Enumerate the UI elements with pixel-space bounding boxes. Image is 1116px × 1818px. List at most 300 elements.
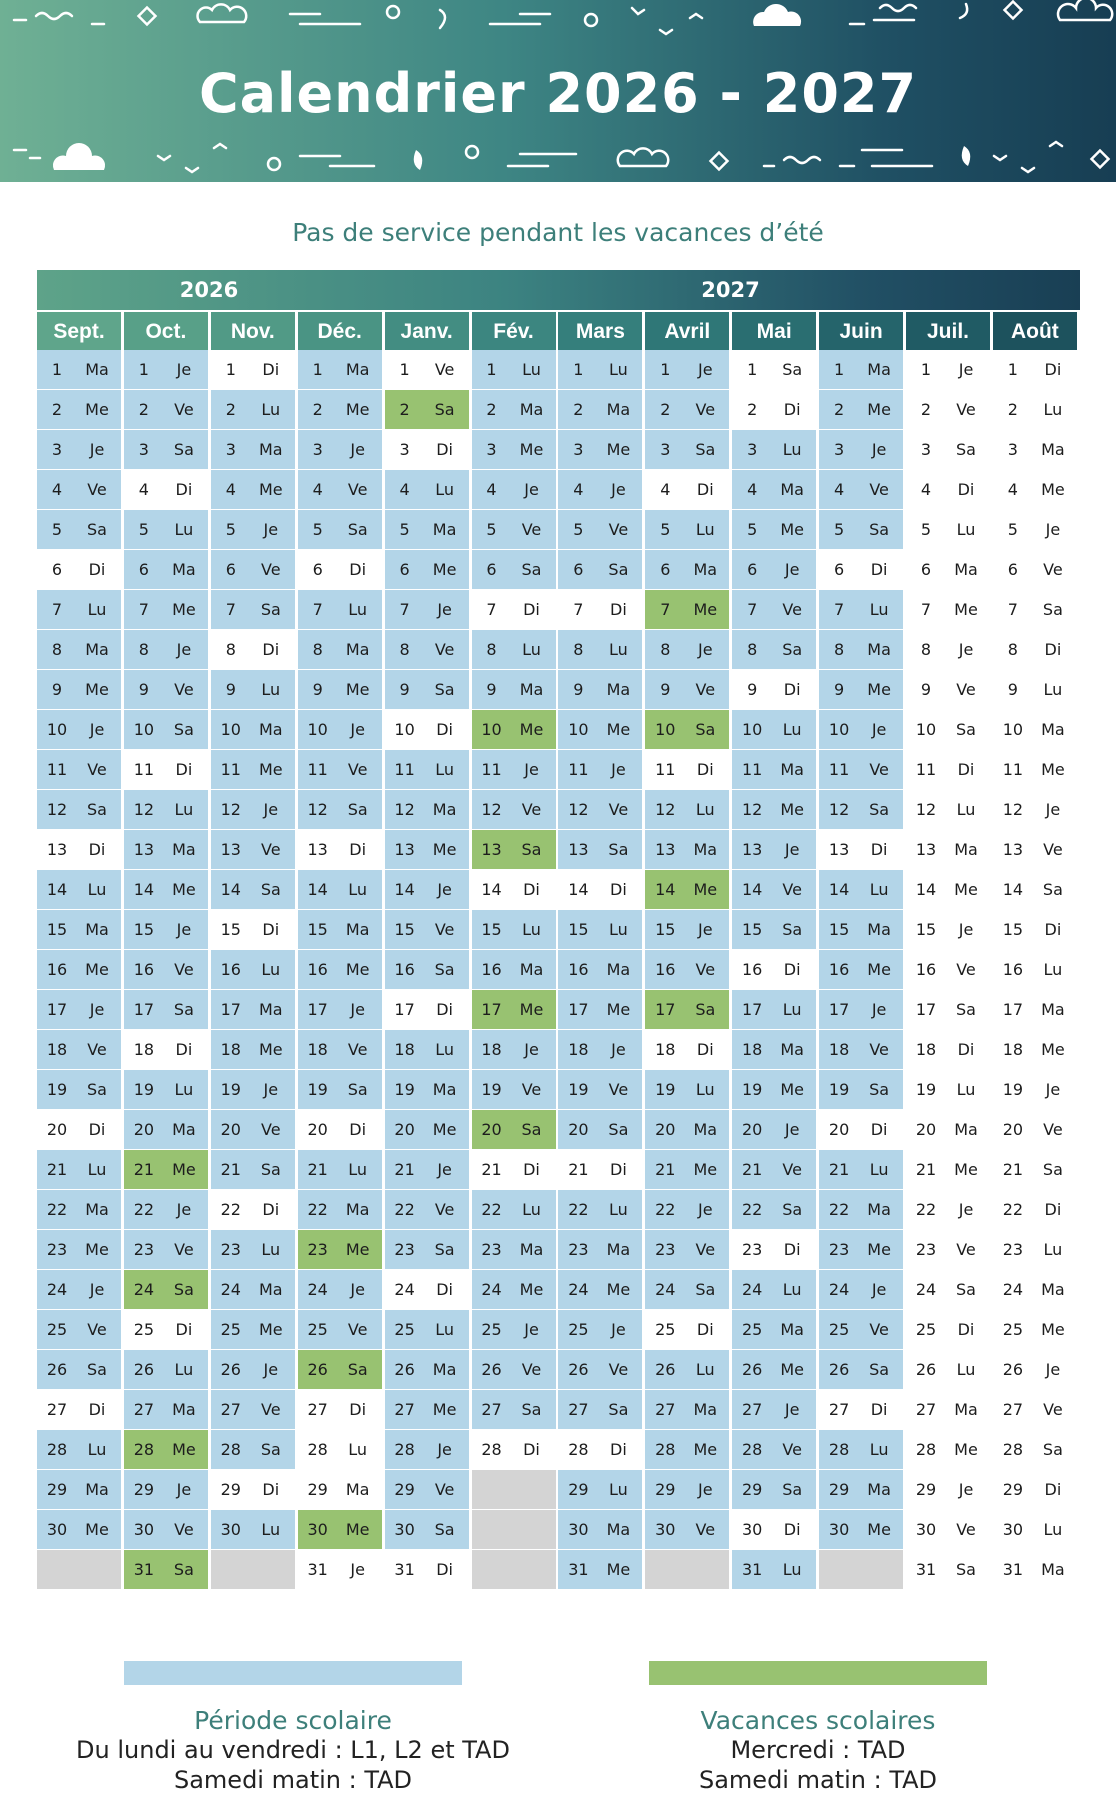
weekday-label: Ve (87, 760, 107, 779)
weekday-label: Je (437, 600, 452, 619)
weekday-label: Ma (519, 1240, 544, 1259)
day-number: 21 (655, 1160, 676, 1179)
day-cell (906, 1110, 990, 1150)
weekday-label: Je (263, 800, 279, 819)
weekday-label: Je (89, 440, 105, 459)
weekday-label: Je (437, 880, 452, 899)
weekday-label: Sa (434, 680, 455, 699)
day-number: 16 (481, 960, 502, 979)
weekday-label: Sa (782, 360, 803, 379)
weekday-label: Ve (695, 1520, 716, 1539)
day-cell (472, 470, 556, 510)
weekday-label: Ve (608, 520, 629, 539)
day-number: 18 (394, 1040, 415, 1059)
day-cell (124, 1510, 208, 1550)
weekday-label: Je (524, 1320, 539, 1339)
month-header: Déc. (298, 310, 382, 350)
year-label-2026: 2026 (179, 278, 239, 302)
weekday-label: Sa (956, 1560, 976, 1579)
day-cell (211, 790, 295, 830)
day-number: 25 (568, 1320, 589, 1339)
weekday-label: Je (350, 1000, 365, 1019)
day-cell (211, 1150, 295, 1190)
weekday-label: Me (172, 600, 196, 619)
day-number: 6 (660, 560, 671, 579)
day-number: 19 (133, 1080, 155, 1099)
weekday-label: Sa (87, 800, 107, 819)
day-cell (906, 1270, 990, 1310)
day-cell (298, 790, 382, 830)
day-cell (211, 550, 295, 590)
weekday-label: Me (85, 400, 109, 419)
weekday-label: Di (696, 1320, 714, 1339)
weekday-label: Sa (347, 800, 368, 819)
weekday-label: Me (954, 1160, 978, 1179)
weekday-label: Di (610, 600, 627, 619)
day-cell (211, 1350, 295, 1390)
weekday-label: Di (262, 1200, 280, 1219)
day-number: 24 (742, 1280, 763, 1299)
day-number: 26 (220, 1360, 241, 1379)
weekday-label: Ma (85, 920, 109, 939)
header-banner (0, 0, 1116, 182)
weekday-label: Sa (695, 1280, 716, 1299)
day-cell (385, 1390, 469, 1430)
day-number: 18 (481, 1040, 502, 1059)
day-cell (385, 590, 469, 630)
day-cell (645, 950, 729, 990)
weekday-label: Je (263, 520, 279, 539)
day-cell (993, 1550, 1077, 1590)
day-cell (211, 1550, 295, 1590)
weekday-label: Je (958, 1480, 974, 1499)
day-cell (124, 1150, 208, 1190)
weekday-label: Ve (869, 1040, 889, 1059)
day-number: 3 (138, 440, 149, 459)
weekday-label: Me (432, 1120, 457, 1139)
weekday-label: Je (1045, 800, 1061, 819)
day-number: 15 (481, 920, 502, 939)
day-cell (37, 1230, 121, 1270)
weekday-label: Sa (608, 560, 629, 579)
weekday-label: Ve (782, 600, 802, 619)
day-number: 15 (46, 920, 68, 939)
day-number: 7 (920, 600, 932, 619)
day-cell (124, 750, 208, 790)
day-cell (993, 1110, 1077, 1150)
weekday-label: Me (519, 1000, 544, 1019)
weekday-label: Je (871, 720, 887, 739)
weekday-label: Sa (1042, 1160, 1063, 1179)
day-number: 26 (568, 1360, 589, 1379)
day-cell (645, 1150, 729, 1190)
day-number: 18 (742, 1040, 763, 1059)
weekday-label: Ma (867, 920, 891, 939)
day-number: 2 (747, 400, 758, 419)
day-number: 17 (1002, 1000, 1024, 1019)
day-number: 16 (568, 960, 589, 979)
day-number: 20 (307, 1120, 328, 1139)
day-cell (645, 590, 729, 630)
weekday-label: Me (519, 720, 544, 739)
weekday-label: Ve (261, 560, 281, 579)
day-cell (472, 630, 556, 670)
weekday-label: Sa (347, 1360, 368, 1379)
weekday-label: Lu (261, 1240, 281, 1259)
day-number: 15 (655, 920, 676, 939)
weekday-label: Me (1041, 760, 1065, 779)
day-number: 7 (399, 600, 410, 619)
weekday-label: Di (1044, 1480, 1062, 1499)
day-cell (298, 590, 382, 630)
day-cell (298, 870, 382, 910)
day-cell (472, 390, 556, 430)
day-cell (993, 630, 1077, 670)
day-number: 22 (568, 1200, 589, 1219)
day-cell (732, 1350, 816, 1390)
day-number: 14 (742, 880, 763, 899)
day-number: 20 (220, 1120, 241, 1139)
weekday-label: Me (172, 1440, 196, 1459)
day-number: 21 (828, 1160, 850, 1179)
day-number: 13 (133, 840, 155, 859)
day-number: 22 (394, 1200, 415, 1219)
day-number: 2 (225, 400, 236, 419)
day-cell (298, 1430, 382, 1470)
weekday-label: Ma (172, 840, 196, 859)
weekday-label: Ma (693, 840, 718, 859)
day-cell (558, 1230, 642, 1270)
day-cell (385, 630, 469, 670)
weekday-label: Lu (174, 520, 194, 539)
month-column (298, 310, 382, 1590)
weekday-label: Lu (261, 1520, 281, 1539)
month-column (732, 310, 816, 1590)
day-number: 20 (655, 1120, 676, 1139)
day-cell (906, 750, 990, 790)
day-cell (558, 710, 642, 750)
day-number: 7 (138, 600, 149, 619)
day-cell (993, 1270, 1077, 1310)
day-cell (819, 790, 903, 830)
day-number: 24 (307, 1280, 328, 1299)
day-cell (472, 550, 556, 590)
day-cell (906, 990, 990, 1030)
day-number: 4 (1007, 480, 1018, 499)
weekday-label: Ma (432, 1080, 457, 1099)
day-number: 28 (394, 1440, 415, 1459)
day-cell (819, 550, 903, 590)
day-number: 11 (394, 760, 415, 779)
weekday-label: Sa (956, 720, 976, 739)
day-cell (37, 1510, 121, 1550)
day-cell (298, 1030, 382, 1070)
day-cell (385, 950, 469, 990)
weekday-label: Ve (695, 960, 716, 979)
weekday-label: Je (1045, 1360, 1061, 1379)
weekday-label: Me (606, 1560, 631, 1579)
day-number: 24 (133, 1280, 155, 1299)
day-number: 21 (1002, 1160, 1024, 1179)
day-cell (993, 1510, 1077, 1550)
weekday-label: Lu (956, 800, 976, 819)
weekday-label: Lu (435, 760, 454, 779)
day-number: 22 (220, 1200, 241, 1219)
weekday-label: Je (611, 760, 626, 779)
day-number: 21 (915, 1160, 937, 1179)
day-cell (472, 1070, 556, 1110)
legend-vacation-swatch (649, 1661, 987, 1685)
day-cell (124, 830, 208, 870)
day-number: 22 (655, 1200, 676, 1219)
day-cell (298, 670, 382, 710)
weekday-label: Me (1041, 1320, 1065, 1339)
day-number: 7 (225, 600, 236, 619)
day-cell (211, 1190, 295, 1230)
day-cell (558, 1310, 642, 1350)
weekday-label: Me (258, 480, 283, 499)
weekday-label: Sa (173, 720, 194, 739)
day-number: 7 (834, 600, 845, 619)
day-cell (993, 1230, 1077, 1270)
day-cell (385, 1110, 469, 1150)
legend-school-line2: Samedi matin : TAD (173, 1766, 413, 1794)
legend-school-line1: Du lundi au vendredi : L1, L2 et TAD (76, 1736, 510, 1764)
month-column (993, 310, 1077, 1590)
day-cell (472, 670, 556, 710)
day-cell (819, 630, 903, 670)
weekday-label: Je (1045, 520, 1061, 539)
day-cell (645, 1430, 729, 1470)
day-number: 17 (133, 1000, 155, 1019)
day-cell (558, 950, 642, 990)
day-cell (558, 1550, 642, 1590)
day-number: 2 (573, 400, 584, 419)
day-number: 23 (46, 1240, 68, 1259)
weekday-label: Ma (954, 1120, 978, 1139)
weekday-label: Di (349, 1400, 367, 1419)
day-number: 10 (394, 720, 415, 739)
weekday-label: Sa (782, 1200, 803, 1219)
day-cell (906, 1230, 990, 1270)
day-number: 22 (828, 1200, 850, 1219)
day-cell (385, 390, 469, 430)
day-cell (124, 590, 208, 630)
day-cell (819, 1510, 903, 1550)
day-number: 20 (481, 1120, 502, 1139)
weekday-label: Lu (174, 1360, 194, 1379)
weekday-label: Je (611, 1320, 626, 1339)
weekday-label: Je (958, 360, 974, 379)
weekday-label: Je (176, 920, 192, 939)
weekday-label: Sa (434, 1520, 455, 1539)
weekday-label: Ma (432, 520, 457, 539)
weekday-label: Di (1044, 640, 1062, 659)
day-cell (819, 910, 903, 950)
day-number: 3 (225, 440, 236, 459)
day-number: 18 (915, 1040, 937, 1059)
weekday-label: Lu (869, 1440, 889, 1459)
day-cell (558, 510, 642, 550)
day-number: 31 (1002, 1560, 1024, 1579)
weekday-label: Sa (521, 1400, 542, 1419)
day-cell (645, 1030, 729, 1070)
day-cell (211, 1070, 295, 1110)
day-cell (906, 390, 990, 430)
weekday-label: Ma (345, 360, 370, 379)
day-cell (558, 990, 642, 1030)
day-number: 27 (568, 1400, 589, 1419)
weekday-label: Ma (867, 360, 891, 379)
weekday-label: Lu (956, 520, 976, 539)
day-cell (298, 630, 382, 670)
weekday-label: Lu (695, 520, 715, 539)
day-number: 12 (742, 800, 763, 819)
weekday-label: Ve (174, 680, 194, 699)
day-cell (732, 590, 816, 630)
weekday-label: Me (606, 720, 631, 739)
weekday-label: Ve (695, 1240, 716, 1259)
day-number: 20 (828, 1120, 850, 1139)
day-cell (298, 990, 382, 1030)
day-cell (124, 1070, 208, 1110)
day-number: 16 (220, 960, 241, 979)
weekday-label: Ve (174, 1520, 194, 1539)
day-number: 16 (394, 960, 415, 979)
weekday-label: Lu (782, 1000, 802, 1019)
day-cell (906, 910, 990, 950)
day-cell (124, 470, 208, 510)
day-number: 29 (46, 1480, 68, 1499)
day-cell (645, 630, 729, 670)
day-cell (298, 710, 382, 750)
weekday-label: Di (783, 400, 801, 419)
day-number: 24 (220, 1280, 241, 1299)
day-cell (732, 910, 816, 950)
day-number: 3 (920, 440, 932, 459)
day-cell (732, 950, 816, 990)
day-number: 11 (742, 760, 763, 779)
weekday-label: Di (436, 1280, 453, 1299)
day-number: 23 (742, 1240, 763, 1259)
day-number: 13 (1002, 840, 1024, 859)
day-number: 27 (394, 1400, 415, 1419)
weekday-label: Je (437, 1160, 452, 1179)
day-cell (385, 1070, 469, 1110)
day-number: 27 (828, 1400, 850, 1419)
day-number: 4 (660, 480, 671, 499)
weekday-label: Me (780, 1080, 805, 1099)
day-number: 9 (399, 680, 410, 699)
weekday-label: Me (1041, 480, 1065, 499)
weekday-label: Di (957, 1320, 975, 1339)
day-cell (37, 1070, 121, 1110)
day-number: 28 (46, 1440, 68, 1459)
day-cell (211, 1310, 295, 1350)
day-cell (732, 470, 816, 510)
weekday-label: Di (783, 1240, 801, 1259)
day-cell (472, 1550, 556, 1590)
weekday-label: Di (523, 1440, 540, 1459)
day-number: 25 (1002, 1320, 1024, 1339)
month-header: Fév. (472, 310, 556, 350)
weekday-label: Sa (173, 1000, 194, 1019)
day-number: 9 (312, 680, 323, 699)
weekday-label: Sa (782, 1480, 803, 1499)
day-cell (906, 1310, 990, 1350)
weekday-label: Ve (521, 520, 542, 539)
month-column (645, 310, 729, 1590)
month-header: Sept. (37, 310, 121, 350)
day-number: 8 (399, 640, 410, 659)
day-cell (472, 1190, 556, 1230)
weekday-label: Lu (435, 1320, 454, 1339)
day-cell (906, 590, 990, 630)
weekday-label: Me (85, 1240, 109, 1259)
weekday-label: Me (345, 960, 370, 979)
weekday-label: Sa (869, 520, 890, 539)
weekday-label: Je (524, 1040, 539, 1059)
weekday-label: Di (957, 1040, 975, 1059)
weekday-label: Di (696, 1040, 714, 1059)
day-number: 5 (660, 520, 671, 539)
day-cell (906, 710, 990, 750)
day-cell (645, 710, 729, 750)
day-number: 27 (133, 1400, 155, 1419)
day-number: 17 (220, 1000, 241, 1019)
day-number: 30 (828, 1520, 850, 1539)
weekday-label: Ma (606, 680, 631, 699)
day-number: 8 (1007, 640, 1018, 659)
weekday-label: Ve (782, 1160, 802, 1179)
weekday-label: Ve (434, 920, 455, 939)
weekday-label: Ma (345, 1200, 370, 1219)
day-number: 19 (46, 1080, 68, 1099)
day-number: 17 (46, 1000, 68, 1019)
day-number: 17 (828, 1000, 850, 1019)
weekday-label: Di (1044, 1200, 1062, 1219)
day-number: 4 (51, 480, 63, 499)
weekday-label: Ve (608, 800, 629, 819)
day-number: 30 (307, 1520, 328, 1539)
weekday-label: Sa (173, 1560, 194, 1579)
weekday-label: Lu (522, 1200, 541, 1219)
weekday-label: Ve (1043, 840, 1063, 859)
day-cell (298, 510, 382, 550)
day-cell (298, 1230, 382, 1270)
day-cell (732, 1230, 816, 1270)
weekday-label: Ma (85, 360, 109, 379)
weekday-label: Lu (869, 880, 889, 899)
day-cell (37, 470, 121, 510)
day-number: 13 (568, 840, 589, 859)
weekday-label: Di (349, 840, 367, 859)
month-header: Nov. (211, 310, 295, 350)
day-cell (993, 470, 1077, 510)
day-number: 4 (573, 480, 584, 499)
weekday-label: Ve (434, 640, 455, 659)
weekday-label: Ma (345, 920, 370, 939)
day-cell (385, 1310, 469, 1350)
day-cell (645, 790, 729, 830)
day-number: 2 (51, 400, 63, 419)
day-cell (645, 910, 729, 950)
day-cell (472, 830, 556, 870)
day-number: 8 (920, 640, 932, 659)
day-cell (993, 1430, 1077, 1470)
weekday-label: Me (693, 1160, 718, 1179)
day-cell (385, 510, 469, 550)
